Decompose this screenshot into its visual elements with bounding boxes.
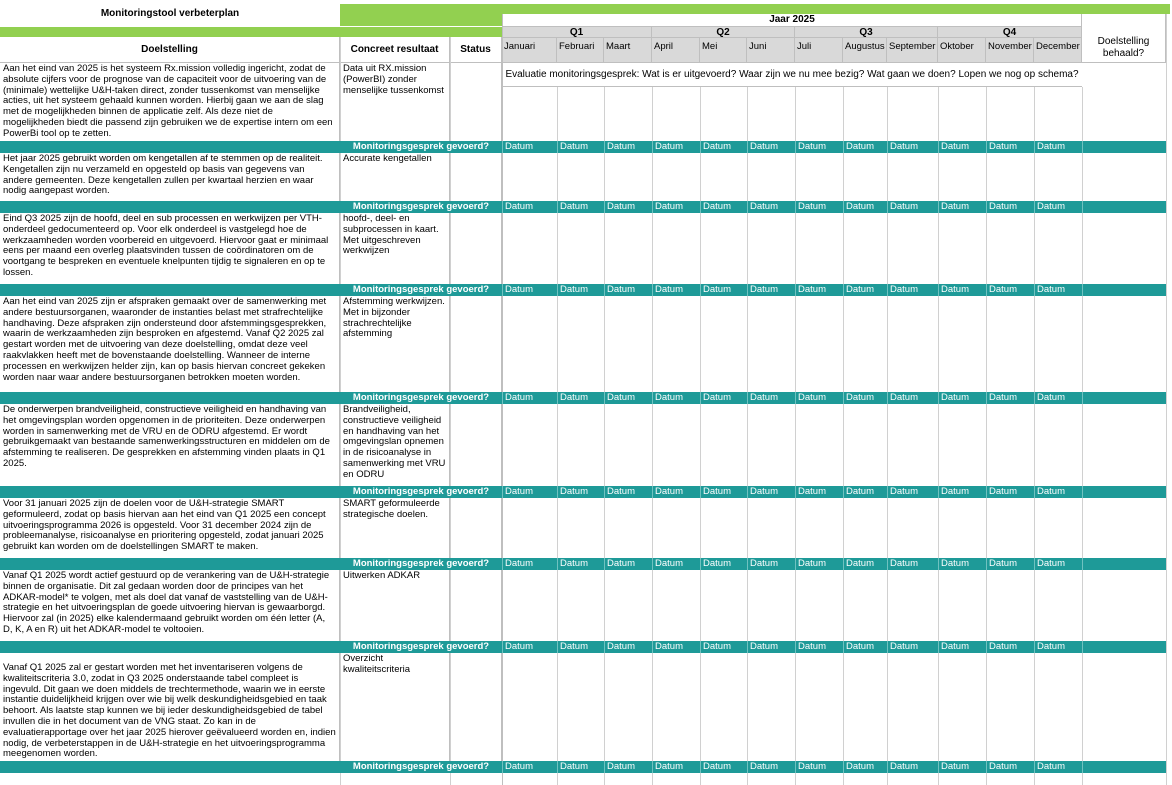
datum-cell[interactable]: Datum: [700, 486, 747, 498]
datum-cell[interactable]: Datum: [604, 761, 652, 773]
monitoring-behaald-cell: [1082, 641, 1166, 653]
datum-cell[interactable]: Datum: [843, 201, 887, 213]
datum-cell[interactable]: Datum: [887, 761, 938, 773]
datum-cell[interactable]: Datum: [604, 486, 652, 498]
month-header-augustus: Augustus: [843, 38, 887, 63]
monitoring-label: Monitoringsgesprek gevoerd?: [340, 486, 502, 498]
month-header-december: December: [1034, 38, 1082, 63]
grid-line: [557, 87, 558, 785]
monitoring-behaald-cell: [1082, 201, 1166, 213]
monitoring-label: Monitoringsgesprek gevoerd?: [340, 392, 502, 404]
status-cell: [450, 63, 502, 141]
datum-cell[interactable]: Datum: [502, 558, 557, 570]
monitoring-label: Monitoringsgesprek gevoerd?: [340, 641, 502, 653]
datum-cell[interactable]: Datum: [652, 761, 700, 773]
datum-cell[interactable]: Datum: [747, 641, 795, 653]
monitoring-label: Monitoringsgesprek gevoerd?: [340, 141, 502, 153]
datum-cell[interactable]: Datum: [652, 201, 700, 213]
quarter-header-q3: Q3: [795, 27, 938, 38]
monitoring-behaald-cell: [1082, 761, 1166, 773]
header-band-green-row: [0, 27, 502, 37]
doelstelling-text: De onderwerpen brandveiligheid, constructieve veiligheid en handhaving van het omgevingsplan worden opgenomen in de prioriteiten. Deze onderwerpen worden in samenwerking met de VRU en de ODRU afgestemd. Er wordt gebruikgemaakt van bestaande samenwerkingsstructuren en middelen om de afstemming te realiseren. De gesprekken en afstemming vinden plaats in Q1 2025.: [0, 404, 340, 486]
quarter-header-q1: Q1: [502, 27, 652, 38]
datum-cell[interactable]: Datum: [747, 201, 795, 213]
datum-cell[interactable]: Datum: [843, 284, 887, 296]
resultaat-text: Accurate kengetallen: [340, 153, 450, 201]
datum-cell[interactable]: Datum: [843, 392, 887, 404]
datum-cell[interactable]: Datum: [652, 284, 700, 296]
datum-cell[interactable]: Datum: [700, 141, 747, 153]
quarter-header-q4: Q4: [938, 27, 1082, 38]
doelstelling-text: Eind Q3 2025 zijn de hoofd, deel en sub processen en werkwijzen per VTH-onderdeel gedocumenteerd op. Voor elk onderdeel is vastgelegd hoe de werkzaamheden worden voorbereid en uitgevoerd. Hiervoor gaat er minimaal eens per maand een overleg plaatsvinden tussen de coördinatoren om de voortgang te bespreken en eventuele knelpunten tijdig te signaleren en op te lossen.: [0, 213, 340, 284]
datum-cell[interactable]: Datum: [887, 558, 938, 570]
datum-cell[interactable]: Datum: [938, 284, 986, 296]
datum-cell[interactable]: Datum: [887, 486, 938, 498]
datum-cell[interactable]: Datum: [700, 558, 747, 570]
datum-cell[interactable]: Datum: [604, 392, 652, 404]
doelstelling-text: Aan het eind van 2025 zijn er afspraken gemaakt over de samenwerking met andere bestuursorganen, waaronder de instanties belast met strafrechtelijke handhaving. Deze afspraken zijn ondersteund door afstemmingsgesprekken, waarin de werkzaamheden zijn besproken en afgestemd. Vanaf Q2 2025 zal gestart worden met de uitvoering van deze doelstelling, omdat deze veel raakvlakken heeft met de bovenstaande doelstelling. Wanneer de interne processen en werkwijzen helder zijn, kan op basis hiervan concreet gekeken worden naar waar andere bestuursorganen betrokken moeten worden.: [0, 296, 340, 392]
resultaat-text: hoofd-, deel- en subprocessen in kaart. Met uitgeschreven werkwijzen: [340, 213, 450, 284]
doelstelling-text: Het jaar 2025 gebruikt worden om kengetallen af te stemmen op de realiteit. Kengetallen zijn nu verzameld en opgesteld op basis van gegevens van andere gemeenten. Deze kengetallen zullen per kwartaal herzien en waar nodig aangepast worden.: [0, 153, 340, 201]
datum-cell[interactable]: Datum: [843, 761, 887, 773]
datum-cell[interactable]: Datum: [986, 641, 1034, 653]
resultaat-text: SMART geformuleerde strategische doelen.: [340, 498, 450, 558]
datum-cell[interactable]: Datum: [986, 761, 1034, 773]
datum-cell[interactable]: Datum: [1034, 284, 1082, 296]
datum-cell[interactable]: Datum: [700, 392, 747, 404]
datum-cell[interactable]: Datum: [887, 641, 938, 653]
month-header-oktober: Oktober: [938, 38, 986, 63]
datum-cell[interactable]: Datum: [700, 641, 747, 653]
datum-cell[interactable]: Datum: [747, 392, 795, 404]
grid-line: [1034, 87, 1035, 785]
datum-cell[interactable]: Datum: [502, 392, 557, 404]
resultaat-text: Data uit RX.mission (PowerBI) zonder menselijke tussenkomst: [340, 63, 450, 141]
status-cell: [450, 153, 502, 201]
datum-cell[interactable]: Datum: [938, 486, 986, 498]
datum-cell[interactable]: Datum: [502, 761, 557, 773]
datum-cell[interactable]: Datum: [795, 392, 843, 404]
datum-cell[interactable]: Datum: [700, 761, 747, 773]
datum-cell[interactable]: Datum: [1034, 558, 1082, 570]
datum-cell[interactable]: Datum: [557, 141, 604, 153]
datum-cell[interactable]: Datum: [938, 641, 986, 653]
datum-cell[interactable]: Datum: [938, 201, 986, 213]
monitoring-label: Monitoringsgesprek gevoerd?: [340, 201, 502, 213]
datum-cell[interactable]: Datum: [557, 761, 604, 773]
doelstelling-text: Voor 31 januari 2025 zijn de doelen voor de U&H-strategie SMART geformuleerd, zodat op basis hiervan aan het eind van Q1 2025 een concept uitvoeringsprogramma 2026 is opgesteld. Voor 31 december 2024 zijn de probleemanalyse, risicoanalyse en prioritering opgesteld, zodat januari 2025 gebruikt kan worden om de doelstellingen SMART te maken.: [0, 498, 340, 558]
month-header-november: November: [986, 38, 1034, 63]
datum-cell[interactable]: Datum: [795, 558, 843, 570]
month-header-juli: Juli: [795, 38, 843, 63]
monitoring-row: [0, 141, 340, 153]
monitoring-row: [0, 761, 340, 773]
resultaat-text: Overzicht kwaliteitscriteria: [340, 653, 450, 761]
datum-cell[interactable]: Datum: [557, 201, 604, 213]
datum-cell[interactable]: Datum: [1034, 201, 1082, 213]
status-cell: [450, 498, 502, 558]
datum-cell[interactable]: Datum: [843, 558, 887, 570]
datum-cell[interactable]: Datum: [887, 284, 938, 296]
datum-cell[interactable]: Datum: [700, 284, 747, 296]
datum-cell[interactable]: Datum: [986, 486, 1034, 498]
datum-cell[interactable]: Datum: [938, 761, 986, 773]
evaluation-text: Evaluatie monitoringsgesprek: Wat is er uitgevoerd? Waar zijn we nu mee bezig? Wat gaan we doen? Lopen we nog op schema?: [502, 63, 1082, 87]
month-header-januari: Januari: [502, 38, 557, 63]
datum-cell[interactable]: Datum: [747, 558, 795, 570]
datum-cell[interactable]: Datum: [795, 761, 843, 773]
datum-cell[interactable]: Datum: [652, 141, 700, 153]
monitoring-behaald-cell: [1082, 141, 1166, 153]
monitoring-label: Monitoringsgesprek gevoerd?: [340, 558, 502, 570]
datum-cell[interactable]: Datum: [1034, 392, 1082, 404]
datum-cell[interactable]: Datum: [795, 641, 843, 653]
grid-line: [795, 87, 796, 785]
status-cell: [450, 653, 502, 761]
column-header-behaald: Doelstelling behaald?: [1082, 14, 1166, 63]
datum-cell[interactable]: Datum: [1034, 641, 1082, 653]
grid-line: [1166, 14, 1167, 785]
monitoring-label: Monitoringsgesprek gevoerd?: [340, 761, 502, 773]
datum-cell[interactable]: Datum: [502, 201, 557, 213]
column-header-resultaat: Concreet resultaat: [340, 37, 450, 63]
datum-cell[interactable]: Datum: [938, 141, 986, 153]
datum-cell[interactable]: Datum: [795, 284, 843, 296]
monitoring-behaald-cell: [1082, 392, 1166, 404]
datum-cell[interactable]: Datum: [604, 284, 652, 296]
datum-cell[interactable]: Datum: [1034, 486, 1082, 498]
resultaat-text: Brandveiligheid, constructieve veiligheid en handhaving van het omgevingslan opnemen in de risicoanalyse in samenwerking met VRU en ODRU: [340, 404, 450, 486]
monitoring-row: [0, 486, 340, 498]
status-cell: [450, 404, 502, 486]
grid-line: [887, 87, 888, 785]
datum-cell[interactable]: Datum: [843, 641, 887, 653]
doelstelling-text: Aan het eind van 2025 is het systeem Rx.mission volledig ingericht, zodat de absolute cijfers voor de prognose van de capaciteit voor de uitvoering van de (minimale) wettelijke U&H-taken direct, zonder tussenkomst van menselijke acties, uit het systeem gehaald kunnen worden. Hierbij gaan we aan de slag met de mogelijkheden binnen de applicatie zelf. Als deze niet de mogelijkheden biedt die passend zijn gebruiken we de expertise intern om een PowerBi tool op te zetten.: [0, 63, 340, 141]
datum-cell[interactable]: Datum: [986, 392, 1034, 404]
datum-cell[interactable]: Datum: [843, 141, 887, 153]
datum-cell[interactable]: Datum: [747, 284, 795, 296]
month-header-april: April: [652, 38, 700, 63]
datum-cell[interactable]: Datum: [795, 486, 843, 498]
monitoring-row: [0, 558, 340, 570]
datum-cell[interactable]: Datum: [557, 641, 604, 653]
monitoring-row: [0, 392, 340, 404]
datum-cell[interactable]: Datum: [604, 558, 652, 570]
datum-cell[interactable]: Datum: [795, 201, 843, 213]
monitoring-row: [0, 641, 340, 653]
datum-cell[interactable]: Datum: [502, 141, 557, 153]
page-title: Monitoringstool verbeterplan: [100, 8, 240, 19]
datum-cell[interactable]: Datum: [747, 141, 795, 153]
datum-cell[interactable]: Datum: [843, 486, 887, 498]
datum-cell[interactable]: Datum: [747, 486, 795, 498]
datum-cell[interactable]: Datum: [652, 392, 700, 404]
month-header-september: September: [887, 38, 938, 63]
status-cell: [450, 570, 502, 641]
datum-cell[interactable]: Datum: [986, 558, 1034, 570]
grid-line: [747, 87, 748, 785]
datum-cell[interactable]: Datum: [986, 141, 1034, 153]
datum-cell[interactable]: Datum: [557, 486, 604, 498]
month-header-juni: Juni: [747, 38, 795, 63]
grid-line: [843, 87, 844, 785]
datum-cell[interactable]: Datum: [1034, 141, 1082, 153]
datum-cell[interactable]: Datum: [795, 141, 843, 153]
datum-cell[interactable]: Datum: [986, 201, 1034, 213]
column-header-doelstelling: Doelstelling: [0, 37, 340, 63]
datum-cell[interactable]: Datum: [938, 392, 986, 404]
month-header-mei: Mei: [700, 38, 747, 63]
month-header-maart: Maart: [604, 38, 652, 63]
datum-cell[interactable]: Datum: [938, 558, 986, 570]
monitoring-behaald-cell: [1082, 486, 1166, 498]
monitoring-row: [0, 284, 340, 296]
monitoring-behaald-cell: [1082, 558, 1166, 570]
monitoring-behaald-cell: [1082, 284, 1166, 296]
datum-cell[interactable]: Datum: [604, 201, 652, 213]
column-header-status: Status: [450, 37, 502, 63]
datum-cell[interactable]: Datum: [747, 761, 795, 773]
datum-cell[interactable]: Datum: [502, 486, 557, 498]
datum-cell[interactable]: Datum: [986, 284, 1034, 296]
datum-cell[interactable]: Datum: [887, 392, 938, 404]
grid-line: [652, 87, 653, 785]
datum-cell[interactable]: Datum: [604, 141, 652, 153]
grid-line: [1082, 87, 1083, 785]
resultaat-text: Uitwerken ADKAR: [340, 570, 450, 641]
datum-cell[interactable]: Datum: [502, 284, 557, 296]
status-cell: [450, 213, 502, 284]
monitoring-label: Monitoringsgesprek gevoerd?: [340, 284, 502, 296]
quarter-header-q2: Q2: [652, 27, 795, 38]
grid-line: [700, 87, 701, 785]
datum-cell[interactable]: Datum: [557, 392, 604, 404]
datum-cell[interactable]: Datum: [1034, 761, 1082, 773]
doelstelling-text: Vanaf Q1 2025 wordt actief gestuurd op de verankering van de U&H-strategie binnen de organisatie. Dit zal gedaan worden door de principes van het ADKAR-model* te volgen, met als doel dat vanaf de vaststelling van de U&H-strategie en het uitvoeringsplan de goede uitvoering hiervan is gewaarborgd. Hiervoor zal (in 2025) elke kalendermaand gebruikt worden om één letter (A, D, K, A en R) uit het ADKAR-model te voltooien.: [0, 570, 340, 641]
datum-cell[interactable]: Datum: [557, 284, 604, 296]
datum-cell[interactable]: Datum: [887, 141, 938, 153]
datum-cell[interactable]: Datum: [557, 558, 604, 570]
grid-line: [604, 87, 605, 785]
datum-cell[interactable]: Datum: [652, 558, 700, 570]
resultaat-text: Afstemming werkwijzen. Met in bijzonder strachrechtelijke afstemming: [340, 296, 450, 392]
datum-cell[interactable]: Datum: [652, 641, 700, 653]
year-header: [502, 14, 1082, 27]
month-header-februari: Februari: [557, 38, 604, 63]
monitoring-row: [0, 201, 340, 213]
datum-cell[interactable]: Datum: [502, 641, 557, 653]
grid-line: [986, 87, 987, 785]
doelstelling-text: Vanaf Q1 2025 zal er gestart worden met het inventariseren volgens de kwaliteitscriteria 3.0, zodat in Q3 2025 onderstaande tabel compleet is ingevuld. Dit gaan we doen middels de trechtermethode, waarin we in eerste instantie duidelijkheid krijgen over wie bij welk deskundigheidsgebied en taak behoort. Als laatste stap kunnen we bij ieder deskundigheidsgebied de tabel invullen die in het document van de VNG staat. Zo kan in de evaluatierapportage over het jaar 2025 hierover geëvalueerd worden en, indien nodig, de verbeterstappen in de U&H-strategie en het uitvoeringsprogramma meegenomen worden.: [0, 653, 340, 761]
year-label: Jaar 2025: [769, 14, 815, 25]
status-cell: [450, 296, 502, 392]
datum-cell[interactable]: Datum: [887, 201, 938, 213]
grid-line: [938, 87, 939, 785]
datum-cell[interactable]: Datum: [700, 201, 747, 213]
header-band-right: [340, 4, 502, 26]
datum-cell[interactable]: Datum: [652, 486, 700, 498]
datum-cell[interactable]: Datum: [604, 641, 652, 653]
